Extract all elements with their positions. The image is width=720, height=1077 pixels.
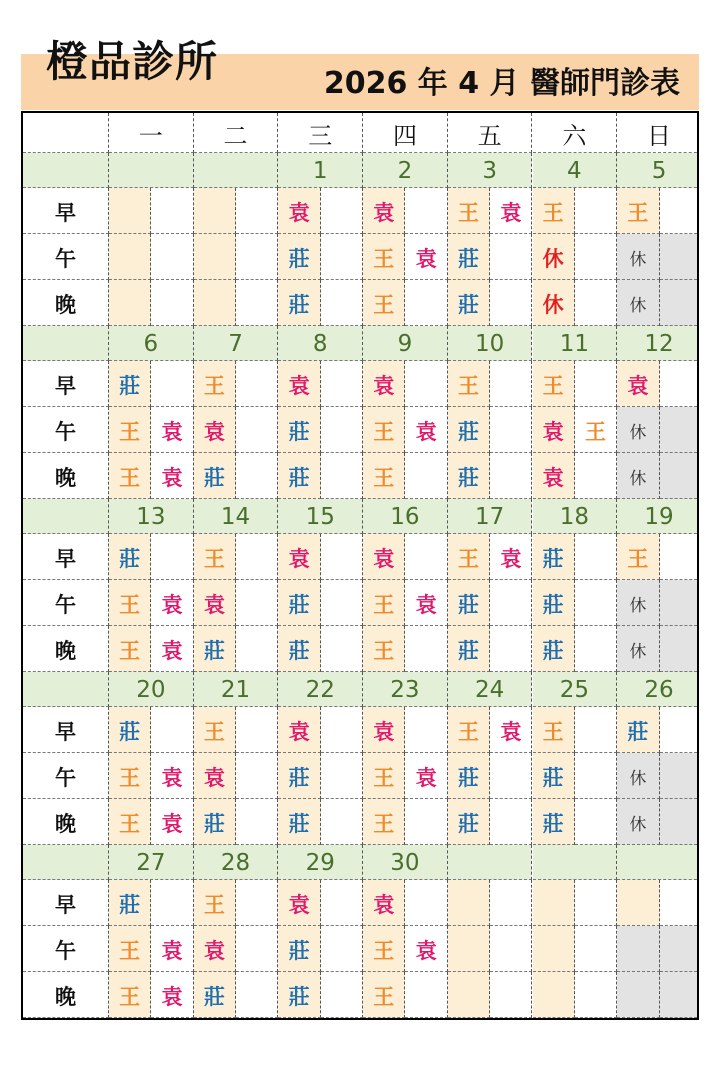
- doctor-slot: [490, 972, 532, 1018]
- doctor-slot: [575, 188, 617, 234]
- weekday-header: 三: [278, 113, 363, 153]
- doctor-slot: 莊: [109, 361, 151, 407]
- doctor-slot: [405, 880, 447, 926]
- period-label: 午: [23, 926, 109, 972]
- doctor-slot: 袁: [151, 926, 193, 972]
- period-label: 午: [23, 234, 109, 280]
- doctor-slot: 莊: [278, 753, 320, 799]
- doctor-slot: 袁: [405, 926, 447, 972]
- doctor-slot: 王: [194, 361, 236, 407]
- doctor-slot: 袁: [490, 188, 532, 234]
- doctor-slot: [236, 234, 278, 280]
- doctor-slot: 袁: [617, 361, 659, 407]
- doctor-slot: 休: [617, 626, 659, 672]
- doctor-slot: 袁: [278, 361, 320, 407]
- doctor-slot: [660, 361, 699, 407]
- doctor-slot: 王: [363, 280, 405, 326]
- doctor-slot: [617, 926, 659, 972]
- date-number: 21: [194, 672, 279, 707]
- doctor-slot: [405, 361, 447, 407]
- doctor-slot: 王: [363, 407, 405, 453]
- doctor-slot: 王: [109, 799, 151, 845]
- doctor-slot: [236, 880, 278, 926]
- doctor-slot: [660, 580, 699, 626]
- doctor-slot: [575, 234, 617, 280]
- doctor-slot: [448, 972, 490, 1018]
- doctor-slot: [236, 361, 278, 407]
- doctor-slot: 莊: [109, 534, 151, 580]
- doctor-slot: [617, 972, 659, 1018]
- doctor-slot: [660, 626, 699, 672]
- doctor-slot: [575, 453, 617, 499]
- doctor-slot: [321, 280, 363, 326]
- date-number: 24: [448, 672, 533, 707]
- weekday-header: 四: [363, 113, 448, 153]
- doctor-slot: [321, 926, 363, 972]
- period-label: 早: [23, 188, 109, 234]
- doctor-slot: 袁: [363, 361, 405, 407]
- date-number: 15: [278, 499, 363, 534]
- doctor-slot: 王: [363, 626, 405, 672]
- doctor-slot: [533, 972, 575, 1018]
- date-number: 10: [448, 326, 533, 361]
- doctor-slot: 莊: [194, 453, 236, 499]
- schedule-grid: [21, 111, 699, 1020]
- date-number: [448, 845, 533, 880]
- doctor-slot: 袁: [363, 707, 405, 753]
- doctor-slot: 袁: [533, 453, 575, 499]
- doctor-slot: [405, 626, 447, 672]
- doctor-slot: 莊: [109, 880, 151, 926]
- doctor-slot: [236, 280, 278, 326]
- doctor-slot: [321, 707, 363, 753]
- doctor-slot: 王: [363, 234, 405, 280]
- period-label: 早: [23, 707, 109, 753]
- doctor-slot: [321, 407, 363, 453]
- doctor-slot: 袁: [490, 707, 532, 753]
- doctor-slot: [575, 753, 617, 799]
- period-label: 早: [23, 880, 109, 926]
- doctor-slot: 王: [448, 707, 490, 753]
- doctor-slot: [490, 580, 532, 626]
- doctor-slot: 袁: [151, 407, 193, 453]
- doctor-slot: 袁: [278, 880, 320, 926]
- period-label: 午: [23, 407, 109, 453]
- period-label: 晚: [23, 626, 109, 672]
- doctor-slot: 莊: [278, 407, 320, 453]
- date-number: 19: [617, 499, 699, 534]
- doctor-slot: 王: [363, 580, 405, 626]
- doctor-slot: [236, 580, 278, 626]
- doctor-slot: 王: [363, 972, 405, 1018]
- date-number: 22: [278, 672, 363, 707]
- date-number: 28: [194, 845, 279, 880]
- doctor-slot: [490, 453, 532, 499]
- doctor-slot: [236, 534, 278, 580]
- doctor-slot: 袁: [194, 753, 236, 799]
- doctor-slot: 莊: [533, 534, 575, 580]
- doctor-slot: [660, 234, 699, 280]
- doctor-slot: [236, 188, 278, 234]
- date-number: 23: [363, 672, 448, 707]
- doctor-slot: 王: [109, 453, 151, 499]
- doctor-slot: 王: [109, 753, 151, 799]
- doctor-slot: [321, 753, 363, 799]
- date-bar-label: [23, 672, 109, 707]
- date-number: [109, 153, 194, 188]
- doctor-slot: 王: [109, 926, 151, 972]
- doctor-slot: [490, 926, 532, 972]
- doctor-slot: [575, 880, 617, 926]
- doctor-slot: [151, 880, 193, 926]
- doctor-slot: [236, 926, 278, 972]
- doctor-slot: [490, 280, 532, 326]
- doctor-slot: 袁: [278, 707, 320, 753]
- doctor-slot: [660, 926, 699, 972]
- doctor-slot: 休: [617, 799, 659, 845]
- doctor-slot: 王: [363, 753, 405, 799]
- doctor-slot: 袁: [363, 188, 405, 234]
- doctor-slot: 袁: [363, 534, 405, 580]
- doctor-slot: [194, 188, 236, 234]
- doctor-slot: [575, 972, 617, 1018]
- period-label: 早: [23, 534, 109, 580]
- doctor-slot: [321, 234, 363, 280]
- doctor-slot: 莊: [533, 580, 575, 626]
- doctor-slot: 莊: [278, 926, 320, 972]
- weekday-header: 日: [617, 113, 699, 153]
- date-bar-label: [23, 845, 109, 880]
- doctor-slot: 袁: [151, 453, 193, 499]
- doctor-slot: [490, 407, 532, 453]
- weekday-header: 一: [109, 113, 194, 153]
- doctor-slot: [321, 972, 363, 1018]
- doctor-slot: 王: [617, 534, 659, 580]
- doctor-slot: [321, 361, 363, 407]
- doctor-slot: 莊: [448, 626, 490, 672]
- period-label: 午: [23, 580, 109, 626]
- doctor-slot: 莊: [278, 799, 320, 845]
- doctor-slot: 莊: [194, 626, 236, 672]
- date-number: 20: [109, 672, 194, 707]
- doctor-slot: 袁: [194, 407, 236, 453]
- doctor-slot: [321, 626, 363, 672]
- doctor-slot: 王: [533, 707, 575, 753]
- doctor-slot: 王: [109, 407, 151, 453]
- doctor-slot: [575, 280, 617, 326]
- doctor-slot: 袁: [405, 753, 447, 799]
- date-number: 29: [278, 845, 363, 880]
- doctor-slot: 王: [363, 453, 405, 499]
- doctor-slot: 休: [533, 280, 575, 326]
- date-bar-label: [23, 326, 109, 361]
- doctor-slot: [236, 799, 278, 845]
- doctor-slot: 王: [194, 880, 236, 926]
- doctor-slot: 莊: [278, 972, 320, 1018]
- doctor-slot: [151, 361, 193, 407]
- date-number: 26: [617, 672, 699, 707]
- doctor-slot: 王: [533, 361, 575, 407]
- doctor-slot: [321, 880, 363, 926]
- doctor-slot: [660, 453, 699, 499]
- doctor-slot: 王: [533, 188, 575, 234]
- date-number: 25: [533, 672, 618, 707]
- doctor-slot: [236, 626, 278, 672]
- doctor-slot: 莊: [448, 453, 490, 499]
- doctor-slot: [448, 880, 490, 926]
- doctor-slot: 莊: [194, 799, 236, 845]
- doctor-slot: 袁: [194, 580, 236, 626]
- corner-cell: [23, 113, 109, 153]
- doctor-slot: [405, 972, 447, 1018]
- doctor-slot: 王: [109, 626, 151, 672]
- doctor-slot: [109, 280, 151, 326]
- doctor-slot: 莊: [617, 707, 659, 753]
- doctor-slot: 莊: [533, 799, 575, 845]
- doctor-slot: 莊: [278, 280, 320, 326]
- doctor-slot: [151, 234, 193, 280]
- doctor-slot: 王: [448, 534, 490, 580]
- doctor-slot: [109, 188, 151, 234]
- doctor-slot: 袁: [533, 407, 575, 453]
- doctor-slot: [194, 234, 236, 280]
- doctor-slot: [236, 407, 278, 453]
- doctor-slot: [575, 707, 617, 753]
- date-number: [617, 845, 699, 880]
- doctor-slot: 王: [448, 361, 490, 407]
- doctor-slot: [151, 534, 193, 580]
- doctor-slot: 袁: [151, 972, 193, 1018]
- doctor-slot: 袁: [405, 234, 447, 280]
- doctor-slot: [405, 280, 447, 326]
- doctor-slot: 休: [617, 453, 659, 499]
- doctor-slot: 王: [109, 580, 151, 626]
- doctor-slot: [151, 707, 193, 753]
- doctor-slot: 王: [617, 188, 659, 234]
- doctor-slot: 王: [194, 534, 236, 580]
- doctor-slot: [321, 799, 363, 845]
- doctor-slot: [575, 361, 617, 407]
- doctor-slot: 王: [194, 707, 236, 753]
- doctor-slot: 袁: [490, 534, 532, 580]
- doctor-slot: 王: [448, 188, 490, 234]
- date-number: 4: [533, 153, 618, 188]
- doctor-slot: [236, 707, 278, 753]
- doctor-slot: 莊: [109, 707, 151, 753]
- doctor-slot: [405, 188, 447, 234]
- weekday-header: 二: [194, 113, 279, 153]
- date-number: 3: [448, 153, 533, 188]
- period-label: 午: [23, 753, 109, 799]
- doctor-slot: [194, 280, 236, 326]
- doctor-slot: [660, 880, 699, 926]
- doctor-slot: [660, 707, 699, 753]
- doctor-slot: 休: [617, 280, 659, 326]
- date-number: 5: [617, 153, 699, 188]
- date-number: 17: [448, 499, 533, 534]
- date-number: 12: [617, 326, 699, 361]
- date-bar-label: [23, 153, 109, 188]
- doctor-slot: 莊: [448, 280, 490, 326]
- doctor-slot: 莊: [533, 753, 575, 799]
- doctor-slot: 袁: [194, 926, 236, 972]
- doctor-slot: [236, 453, 278, 499]
- doctor-slot: 莊: [278, 234, 320, 280]
- doctor-slot: [405, 707, 447, 753]
- date-number: 13: [109, 499, 194, 534]
- doctor-slot: 休: [617, 753, 659, 799]
- doctor-slot: 莊: [448, 407, 490, 453]
- date-number: 16: [363, 499, 448, 534]
- doctor-slot: 袁: [405, 407, 447, 453]
- doctor-slot: [490, 880, 532, 926]
- doctor-slot: 袁: [363, 880, 405, 926]
- doctor-slot: [151, 280, 193, 326]
- doctor-slot: [405, 453, 447, 499]
- doctor-slot: [575, 534, 617, 580]
- doctor-slot: [490, 626, 532, 672]
- doctor-slot: [321, 580, 363, 626]
- doctor-slot: 王: [575, 407, 617, 453]
- doctor-slot: 莊: [278, 453, 320, 499]
- doctor-slot: [575, 926, 617, 972]
- date-number: 11: [533, 326, 618, 361]
- doctor-slot: 休: [533, 234, 575, 280]
- doctor-slot: [660, 280, 699, 326]
- doctor-slot: 莊: [194, 972, 236, 1018]
- weekday-header: 六: [533, 113, 618, 153]
- doctor-slot: 袁: [278, 534, 320, 580]
- doctor-slot: 王: [363, 926, 405, 972]
- date-number: 18: [533, 499, 618, 534]
- period-label: 晚: [23, 280, 109, 326]
- doctor-slot: [660, 534, 699, 580]
- date-number: 27: [109, 845, 194, 880]
- doctor-slot: 王: [363, 799, 405, 845]
- doctor-slot: [321, 188, 363, 234]
- doctor-slot: [151, 188, 193, 234]
- period-label: 晚: [23, 972, 109, 1018]
- doctor-slot: 王: [109, 972, 151, 1018]
- doctor-slot: 莊: [448, 753, 490, 799]
- doctor-slot: 莊: [533, 626, 575, 672]
- doctor-slot: [490, 361, 532, 407]
- doctor-slot: 袁: [151, 580, 193, 626]
- weekday-header: 五: [448, 113, 533, 153]
- doctor-slot: [448, 926, 490, 972]
- schedule-title: 2026 年 4 月 醫師門診表: [323, 66, 680, 101]
- doctor-slot: 莊: [448, 234, 490, 280]
- doctor-slot: [660, 188, 699, 234]
- doctor-slot: [575, 580, 617, 626]
- date-number: 30: [363, 845, 448, 880]
- doctor-slot: [490, 234, 532, 280]
- doctor-slot: [533, 880, 575, 926]
- period-label: 早: [23, 361, 109, 407]
- doctor-slot: [321, 534, 363, 580]
- doctor-slot: [236, 753, 278, 799]
- doctor-slot: [660, 799, 699, 845]
- date-number: [533, 845, 618, 880]
- doctor-slot: [660, 972, 699, 1018]
- date-bar-label: [23, 499, 109, 534]
- doctor-slot: [660, 407, 699, 453]
- doctor-slot: 袁: [151, 799, 193, 845]
- doctor-slot: 休: [617, 407, 659, 453]
- doctor-slot: 莊: [448, 799, 490, 845]
- doctor-slot: 莊: [278, 626, 320, 672]
- doctor-slot: 莊: [278, 580, 320, 626]
- doctor-slot: 袁: [151, 753, 193, 799]
- date-number: [194, 153, 279, 188]
- doctor-slot: [575, 626, 617, 672]
- date-number: 8: [278, 326, 363, 361]
- doctor-slot: 袁: [278, 188, 320, 234]
- date-number: 1: [278, 153, 363, 188]
- period-label: 晚: [23, 453, 109, 499]
- doctor-slot: [490, 753, 532, 799]
- doctor-slot: [405, 799, 447, 845]
- date-number: 6: [109, 326, 194, 361]
- date-number: 7: [194, 326, 279, 361]
- doctor-slot: 袁: [151, 626, 193, 672]
- doctor-slot: [617, 880, 659, 926]
- doctor-slot: 休: [617, 580, 659, 626]
- doctor-slot: [660, 753, 699, 799]
- doctor-slot: [109, 234, 151, 280]
- date-number: 2: [363, 153, 448, 188]
- doctor-slot: 莊: [448, 580, 490, 626]
- doctor-slot: 袁: [405, 580, 447, 626]
- date-number: 14: [194, 499, 279, 534]
- doctor-slot: [533, 926, 575, 972]
- doctor-slot: [405, 534, 447, 580]
- period-label: 晚: [23, 799, 109, 845]
- doctor-slot: [490, 799, 532, 845]
- clinic-name: 橙品診所: [46, 37, 219, 86]
- date-number: 9: [363, 326, 448, 361]
- doctor-slot: 休: [617, 234, 659, 280]
- doctor-slot: [321, 453, 363, 499]
- doctor-slot: [575, 799, 617, 845]
- doctor-slot: [236, 972, 278, 1018]
